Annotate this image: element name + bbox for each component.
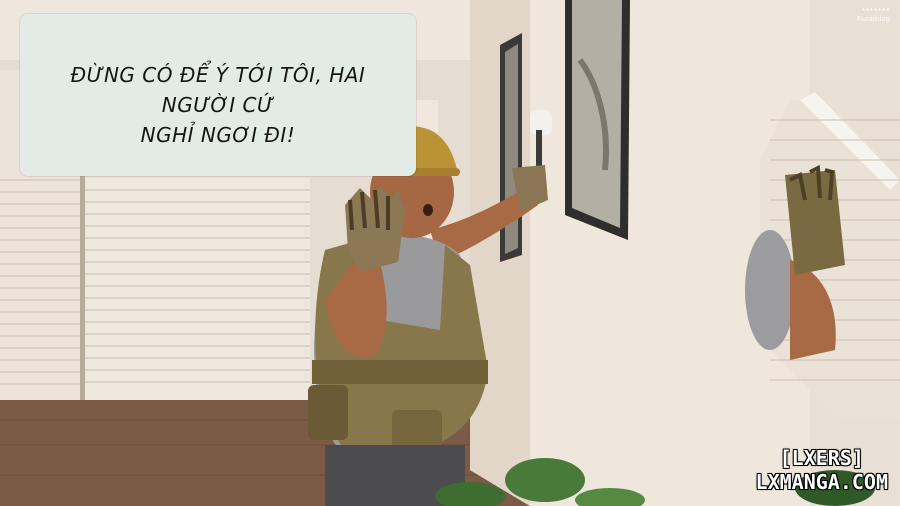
watermark-top	[857, 6, 890, 24]
watermark-line1: [LXERS]	[779, 446, 864, 470]
tool-belt	[312, 360, 488, 384]
worker-mouth	[423, 204, 433, 216]
picture-frame-large	[565, 0, 630, 240]
watermark-top-line1: •••••••	[861, 6, 890, 14]
watermark	[756, 446, 888, 494]
speech-line-2: NGHỈ NGƠI ĐI!	[140, 123, 296, 147]
speech-bubble	[20, 14, 416, 176]
tool-pouch-left	[308, 385, 348, 440]
speech-line-1: ĐỪNG CÓ ĐỂ Ý TỚI TÔI, HAI NGƯỜI CỨ	[70, 63, 366, 117]
watermark-line2: LXMANGA.COM	[755, 470, 888, 494]
watermark-top-line2: Fuzaiblog	[856, 15, 890, 23]
